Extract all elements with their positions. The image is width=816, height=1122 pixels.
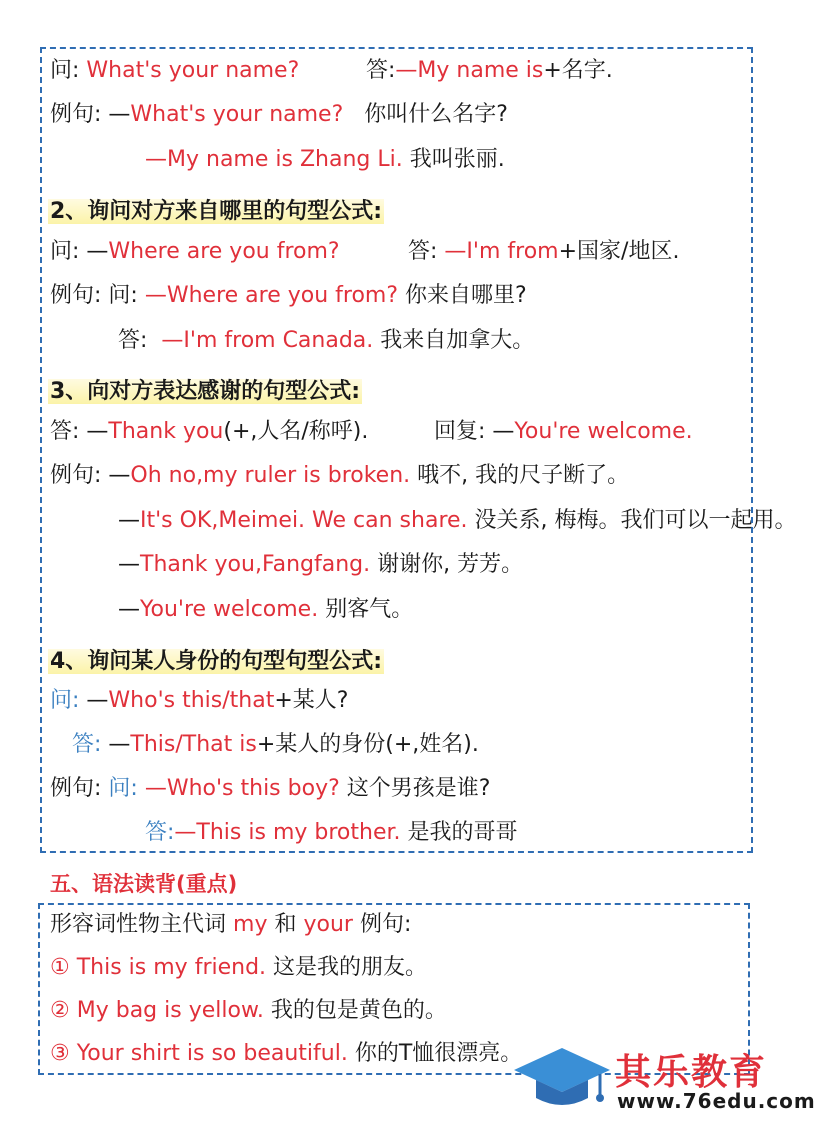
line-name-answer: 答:—My name is+名字. (366, 58, 613, 83)
line-where-example-a: 答: —I'm from Canada. 我来自加拿大。 (118, 328, 535, 353)
line-identity-answer: 答: —This/That is+某人的身份(+,姓名). (72, 732, 479, 757)
line-name-example-a: —My name is Zhang Li. 我叫张丽. (145, 147, 505, 172)
grammar-intro: 形容词性物主代词 my 和 your 例句: (50, 912, 412, 937)
line-where-answer: 答: —I'm from+国家/地区. (408, 239, 680, 264)
grammar-item: ① This is my friend. 这是我的朋友。 (50, 955, 428, 980)
line-thanks-formula: 答: —Thank you(+,人名/称呼). (50, 419, 369, 444)
line-thanks-example-2: —It's OK,Meimei. We can share. 没关系, 梅梅。我们可以一起用。 (118, 508, 797, 533)
line-name-example-q: 例句: —What's your name? 你叫什么名字? (50, 102, 508, 127)
logo-url: www.76edu.com (617, 1089, 816, 1113)
line-thanks-example-4: —You're welcome. 别客气。 (118, 597, 414, 622)
heading-where-from: 2、询问对方来自哪里的句型公式: (50, 199, 383, 224)
line-identity-example-q: 例句: 问: —Who's this boy? 这个男孩是谁? (50, 776, 491, 801)
line-thanks-reply: 回复: —You're welcome. (434, 419, 693, 444)
heading-identity: 4、询问某人身份的句型句型公式: (50, 649, 383, 674)
line-where-question: 问: —Where are you from? (50, 239, 340, 264)
line-thanks-example-3: —Thank you,Fangfang. 谢谢你, 芳芳。 (118, 552, 524, 577)
line-identity-example-a: 答:—This is my brother. 是我的哥哥 (145, 820, 518, 845)
section-five-title: 五、语法读背(重点) (50, 872, 238, 896)
graduation-cap-icon (514, 1048, 610, 1105)
line-identity-question: 问: —Who's this/that+某人? (50, 688, 349, 713)
line-name-question: 问: What's your name? (50, 58, 300, 83)
grammar-item: ③ Your shirt is so beautiful. 你的T恤很漂亮。 (50, 1041, 523, 1066)
grammar-item: ② My bag is yellow. 我的包是黄色的。 (50, 998, 447, 1023)
line-where-example-q: 例句: 问: —Where are you from? 你来自哪里? (50, 283, 527, 308)
logo-name: 其乐教育 (615, 1052, 768, 1093)
line-thanks-example-1: 例句: —Oh no,my ruler is broken. 哦不, 我的尺子断了。 (50, 463, 630, 488)
heading-thanks: 3、向对方表达感谢的句型公式: (50, 379, 361, 404)
